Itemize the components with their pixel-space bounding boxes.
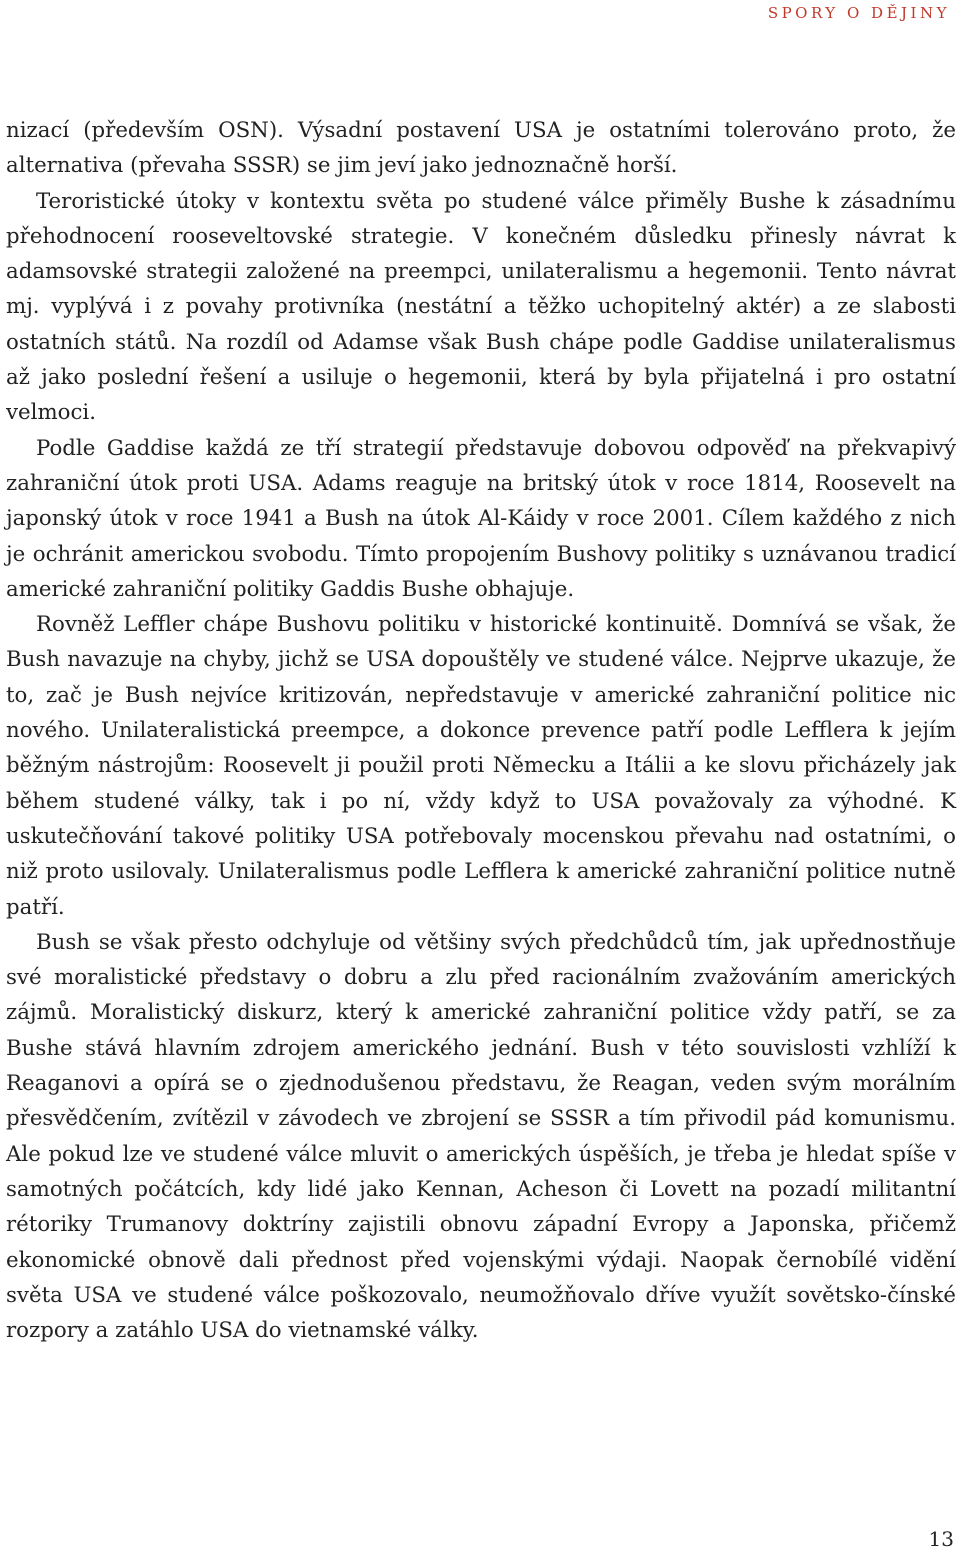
paragraph: Rovněž Leffler chápe Bushovu politiku v historické kontinuitě. Domnívá se však, že Bush navazuje na chyby, jichž se USA dopouštěly ve studené válce. Nejprve ukazuje, že to, zač je Bush nejvíce kritizován, nepředstavuje v americké zahraniční politice nic nového. Unilateralistická preempce, a dokonce prevence patří podle Lefflera k jejím běžným nástrojům: Roosevelt ji použil proti Německu a Itálii a ke slovu přicházely jak během studené války, tak i po ní, vždy když to USA považovaly za výhodné. K uskutečňování takové politiky USA potřebovaly mocenskou převahu nad ostatními, o niž proto usilovaly. Unilateralismus podle Lefflera k americké zahraniční politice nutně patří. [6, 612, 956, 920]
body-text [6, 113, 956, 1348]
paragraph: Podle Gaddise každá ze tří strategií představuje dobovou odpověď na překvapivý zahraniční útok proti USA. Adams reaguje na britský útok v roce 1814, Roosevelt na japonský útok v roce 1941 a Bush na útok Al-Káidy v roce 2001. Cílem každého z nich je ochránit americkou svobodu. Tímto propojením Bushovy politiky s uznávanou tradicí americké zahraniční politiky Gaddis Bushe obhajuje. [6, 435, 956, 602]
paragraph-continued: nizací (především OSN). Výsadní postavení USA je ostatními tolerováno proto, že alternativa (převaha SSSR) se jim jeví jako jednoznačně horší. [6, 118, 956, 179]
paragraph: Bush se však přesto odchyluje od většiny svých předchůdců tím, jak upřednostňuje své moralistické představy o dobru a zlu před racionálním zvažováním amerických zájmů. Moralistický diskurz, který k americké zahraniční politice vždy patří, se za Bushe stává hlavním zdrojem amerického jednání. Bush v této souvislosti vzhlíží k Reaganovi a opírá se o zjednodušenou představu, že Reagan, veden svým morálním přesvědčením, zvítězil v závodech ve zbrojení se SSSR a tím přivodil pád komunismu. Ale pokud lze ve studené válce mluvit o amerických úspěších, je třeba je hledat spíše v samotných počátcích, kdy lidé jako Kennan, Acheson či Lovett na pozadí militantní rétoriky Trumanovy doktríny zajistili obnovu západní Evropy a Japonska, přičemž ekonomické obnově dali přednost před vojenskými výdaji. Naopak černobílé vidění světa USA ve studené válce poškozovalo, neumožňovalo dříve využít sovětsko-čínské rozpory a zatáhlo USA do vietnamské války. [6, 929, 956, 1344]
running-header: SPORY O DĚJINY [767, 4, 950, 22]
paragraph: Teroristické útoky v kontextu světa po studené válce přiměly Bushe k zásadnímu přehodnocení rooseveltovské strategie. V konečném důsledku přinesly návrat k adamsovské strategii založené na preempci, unilateralismu a hegemonii. Tento návrat mj. vyplývá i z povahy protivníka (nestátní a těžko uchopitelný aktér) a ze slabosti ostatních států. Na rozdíl od Adamse však Bush chápe podle Gaddise unilateralismus až jako poslední řešení a usiluje o hegemonii, která by byla přijatelná i pro ostatní velmoci. [6, 188, 956, 426]
page-number: 13 [928, 1527, 954, 1551]
